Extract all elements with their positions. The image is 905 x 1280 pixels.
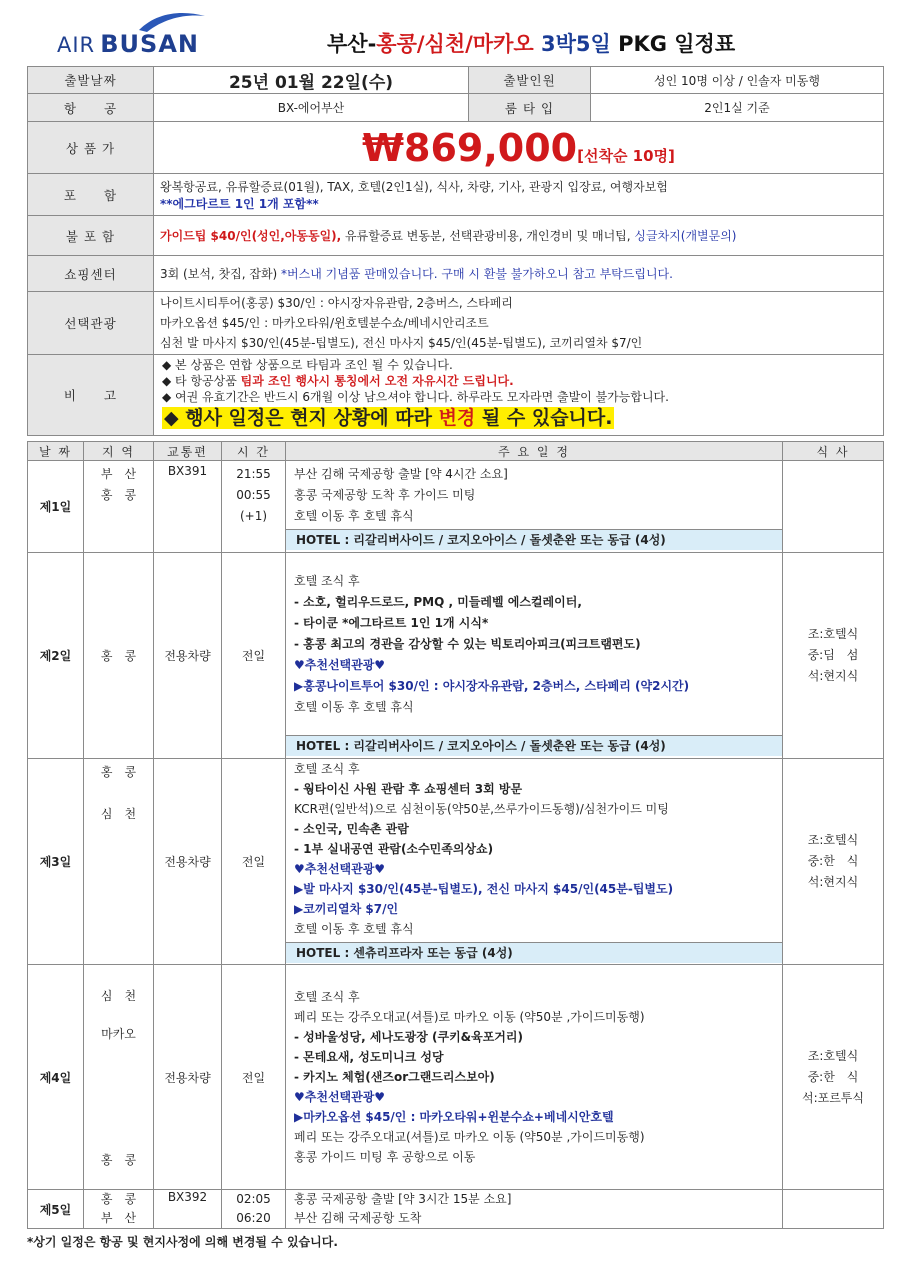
- include-line2: **에그타르트 1인 1개 포함**: [160, 196, 319, 211]
- transport-cell: 전용차량: [154, 965, 222, 1190]
- hotel-bar: HOTEL : 리갈리버사이드 / 코지오아이스 / 돌셋춘완 또는 동급 (4성): [286, 529, 782, 550]
- people-label: 출발인원: [469, 67, 591, 94]
- option-line: 심천 발 마사지 $30/인(45분-팁별도), 전신 마사지 $45/인(45분-팁별도), 코끼리열차 $7/인: [160, 336, 643, 350]
- transport-cell: 전용차량: [154, 759, 222, 965]
- include-line1: 왕복항공료, 유류할증료(01월), TAX, 호텔(2인1실), 식사, 차량, 기사, 관광지 입장료, 여행자보험: [160, 179, 668, 194]
- time-cell: 전일: [222, 553, 286, 759]
- time-cell: 전일: [222, 759, 286, 965]
- shop-cell: 3회 (보석, 찻집, 잡화) *버스내 기념품 판매있습니다. 구매 시 환불 불가하오니 참고 부탁드립니다.: [154, 256, 884, 292]
- people-value: 성인 10명 이상 / 인솔자 미동행: [591, 67, 884, 94]
- col-header-time: 시 간: [222, 442, 286, 461]
- info-table: [27, 66, 884, 436]
- day-label: 제5일: [28, 1190, 84, 1229]
- option-line: 마카오옵션 $45/인 : 마카오타워/윈호텔분수쇼/베네시안리조트: [160, 316, 489, 330]
- note-line: ◆ 본 상품은 연합 상품으로 타팀과 조인 될 수 있습니다.: [162, 358, 453, 372]
- time-cell: 02:05 06:20: [222, 1190, 286, 1229]
- exclude-cell: 가이드팁 $40/인(성인,아동동일), 유류할증료 변동분, 선택관광비용, 개인경비 및 매너팁, 싱글차지(개별문의): [154, 216, 884, 256]
- include-cell: [154, 174, 884, 216]
- itinerary-cell: 호텔 조식 후 - 웡타이신 사원 관람 후 쇼핑센터 3회 방문 KCR편(일반석)으로 심천이동(약50분,쓰루가이드동행)/심천가이드 미팅 - 소인국, 민속촌 관람 - 1부 실내공연 관람(소수민족의상쇼) ♥추천선택관광♥ ▶발 마사지 $30/인(45분-팁별도), 전신 마사지 $45/인(45분-팁별도) ▶코끼리열차 $7/인 호텔 이동 후 호텔 휴식 HOTEL : 센츄리프라자 또는 동급 (4성): [286, 759, 783, 965]
- price-value: ₩869,000: [362, 125, 578, 170]
- itinerary-cell: 호텔 조식 후 - 소호, 헐리우드로드, PMQ , 미들레벨 에스컬레이터, - 타이쿤 *에그타르트 1인 1개 시식* - 홍콩 최고의 경관을 감상할 수 있는 빅토리아피크(피크트램편도) ♥추천선택관광♥ ▶홍콩나이트투어 $30/인 : 야시장자유관람, 2층버스, 스타페리 (약2시간) 호텔 이동 후 호텔 휴식 HOTEL : 리갈리버사이드 / 코지오아이스 / 돌셋춘완 또는 동급 (4성): [286, 553, 783, 759]
- room-label: 룸 타 입: [469, 94, 591, 122]
- shop-label: 쇼핑센터: [28, 256, 154, 292]
- logo-busan: BUSAN: [100, 30, 199, 58]
- col-header-transport: 교통편: [154, 442, 222, 461]
- price-cell: [154, 122, 884, 174]
- price-note: [선착순 10명]: [577, 146, 675, 165]
- transport-cell: BX392: [154, 1190, 222, 1229]
- itinerary-cell: 홍콩 국제공항 출발 [약 3시간 15분 소요] 부산 김해 국제공항 도착: [286, 1190, 783, 1229]
- day-row: [28, 461, 884, 553]
- depart-label: 출발날짜: [28, 67, 154, 94]
- day-row: [28, 1190, 884, 1229]
- footer-note: *상기 일정은 항공 및 현지사정에 의해 변경될 수 있습니다.: [27, 1235, 338, 1249]
- logo-air: AIR: [57, 33, 96, 57]
- hotel-bar: HOTEL : 리갈리버사이드 / 코지오아이스 / 돌셋춘완 또는 동급 (4성): [286, 735, 782, 756]
- header: [27, 0, 883, 66]
- time-cell: 전일: [222, 965, 286, 1190]
- option-label: 선택관광: [28, 292, 154, 355]
- logo-swoosh-icon: [137, 8, 207, 34]
- note-cell: [154, 355, 884, 436]
- note-line: [162, 405, 877, 433]
- day-row: [28, 553, 884, 759]
- itinerary-page: [27, 0, 883, 1249]
- exclude-label: 불 포 함: [28, 216, 154, 256]
- depart-value: 25년 01월 22일(수): [154, 67, 469, 94]
- region-cell: 홍 콩 부 산: [84, 1190, 154, 1229]
- option-cell: [154, 292, 884, 355]
- meals-cell: [783, 1190, 884, 1229]
- itinerary-cell: 부산 김해 국제공항 출발 [약 4시간 소요] 홍콩 국제공항 도착 후 가이드 미팅 호텔 이동 후 호텔 휴식 HOTEL : 리갈리버사이드 / 코지오아이스 / 돌셋춘완 또는 동급 (4성): [286, 461, 783, 553]
- note-highlight: ◆ 행사 일정은 현지 상황에 따라 변경 될 수 있습니다.: [164, 407, 613, 429]
- option-line: 나이트시티투어(홍콩) $30/인 : 야시장자유관람, 2층버스, 스타페리: [160, 296, 513, 310]
- day-label: 제3일: [28, 759, 84, 965]
- region-cell: 심 천 마카오 홍 콩: [84, 965, 154, 1190]
- col-header-meals: 식 사: [783, 442, 884, 461]
- meals-cell: 조:호텔식 중:한 식 석:현지식: [783, 759, 884, 965]
- day-label: 제1일: [28, 461, 84, 553]
- note-line: ◆ 타 항공상품 팀과 조인 행사시 통칭에서 오전 자유시간 드립니다.: [162, 374, 514, 388]
- note-line: ◆ 여권 유효기간은 반드시 6개월 이상 남으셔야 합니다. 하루라도 모자라면 출발이 불가능합니다.: [162, 390, 669, 404]
- region-cell: 부 산 홍 콩: [84, 461, 154, 553]
- meals-cell: 조:호텔식 중:한 식 석:포르투식: [783, 965, 884, 1190]
- col-header-region: 지 역: [84, 442, 154, 461]
- schedule-table: [27, 441, 884, 1229]
- transport-cell: BX391: [154, 461, 222, 553]
- day-row: [28, 965, 884, 1190]
- meals-cell: 조:호텔식 중:딤 섬 석:현지식: [783, 553, 884, 759]
- transport-cell: 전용차량: [154, 553, 222, 759]
- air-busan-logo: [57, 30, 199, 58]
- itinerary-cell: 호텔 조식 후 페리 또는 강주오대교(셔틀)로 마카오 이동 (약50분 ,가이드미동행) - 성바울성당, 세나도광장 (쿠키&육포거리) - 몬테요새, 성도미니크 성당 - 카지노 체험(샌즈or그랜드리스보아) ♥추천선택관광♥ ▶마카오옵션 $45/인 : 마카오타워+윈분수쇼+베네시안호텔 페리 또는 강주오대교(셔틀)로 마카오 이동 (약50분 ,가이드미동행) 홍콩 가이드 미팅 후 공항으로 이동: [286, 965, 783, 1190]
- page-title: 부산-홍콩/심천/마카오 3박5일 PKG 일정표: [327, 32, 736, 56]
- airline-value: BX-에어부산: [154, 94, 469, 122]
- hotel-bar: HOTEL : 센츄리프라자 또는 동급 (4성): [286, 942, 782, 963]
- airline-label: 항 공: [28, 94, 154, 122]
- day-label: 제4일: [28, 965, 84, 1190]
- day-label: 제2일: [28, 553, 84, 759]
- room-value: 2인1실 기준: [591, 94, 884, 122]
- time-cell: 21:55 00:55 (+1): [222, 461, 286, 553]
- col-header-itinerary: 주 요 일 정: [286, 442, 783, 461]
- day-row: [28, 759, 884, 965]
- meals-cell: [783, 461, 884, 553]
- region-cell: 홍 콩 심 천: [84, 759, 154, 965]
- include-label: 포 함: [28, 174, 154, 216]
- col-header-date: 날 짜: [28, 442, 84, 461]
- price-label: 상 품 가: [28, 122, 154, 174]
- note-label: 비 고: [28, 355, 154, 436]
- region-cell: 홍 콩: [84, 553, 154, 759]
